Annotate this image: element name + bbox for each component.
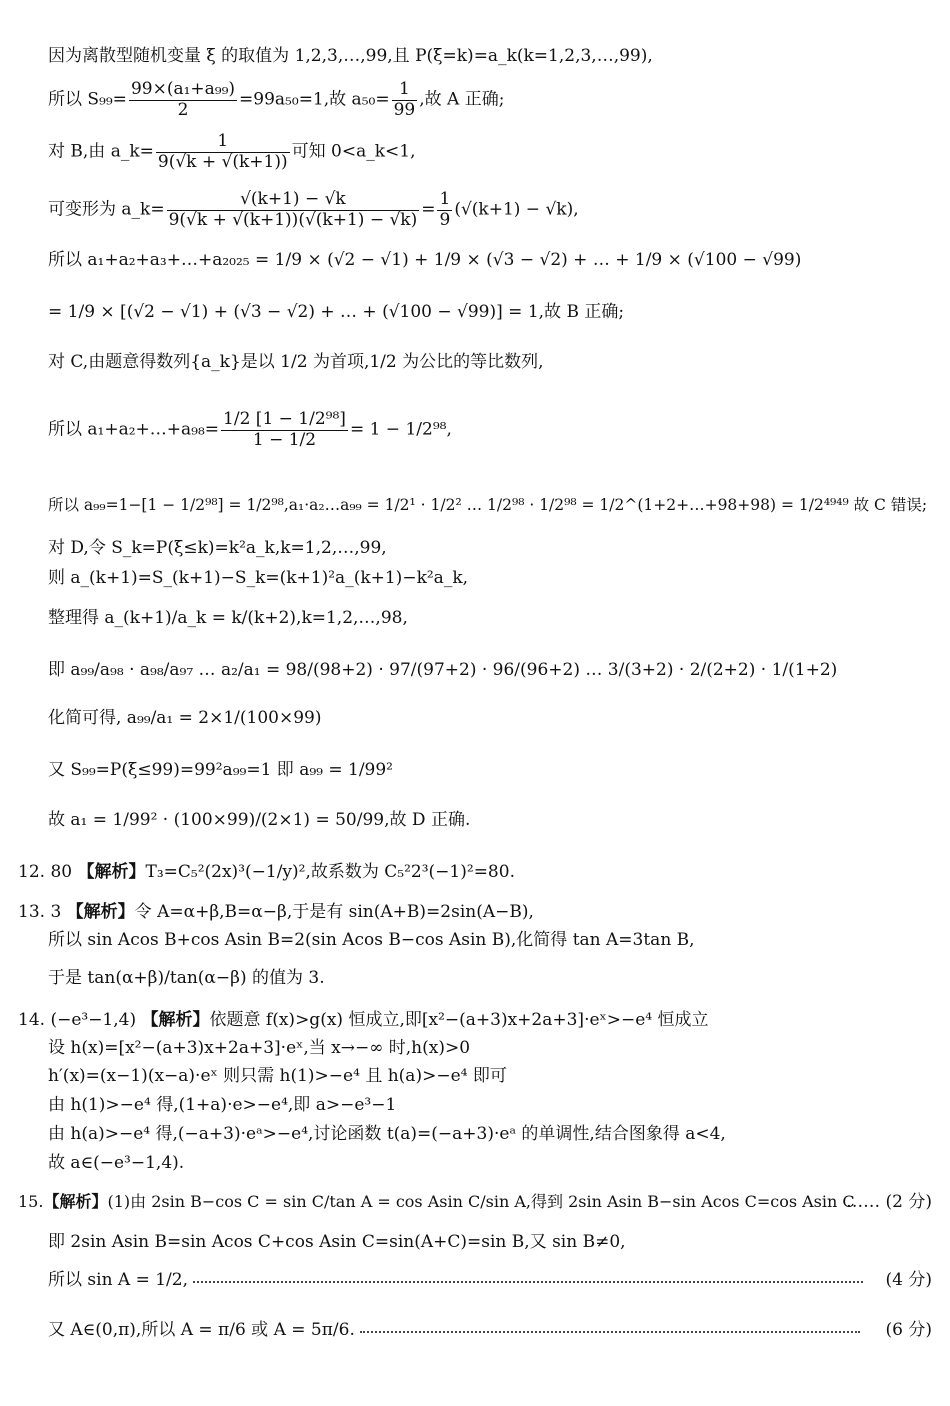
question-15-line-2: 即 2sin Asin B=sin Acos C+cos Asin C=sin(A+C)=sin B,又 sin B≠0, bbox=[48, 1232, 626, 1252]
score-4: (4 分) bbox=[885, 1270, 932, 1290]
analysis-tag: 【解析】 bbox=[66, 902, 135, 922]
analysis-tag: 【解析】 bbox=[43, 1192, 108, 1211]
solution-line-4 bbox=[48, 190, 579, 230]
line-8-suffix: = 1 − 1/2⁹⁸, bbox=[349, 419, 452, 440]
solution-line-6: = 1/9 × [(√2 − √1) + (√3 − √2) + … + (√100 − √99)] = 1,故 B 正确; bbox=[48, 302, 625, 322]
fraction-ninth bbox=[437, 190, 452, 230]
score-6: (6 分) bbox=[885, 1320, 932, 1340]
question-13-body: 令 A=α+β,B=α−β,于是有 sin(A+B)=2sin(A−B), bbox=[134, 902, 534, 922]
question-14-line-4: 由 h(1)>−e⁴ 得,(1+a)·e>−e⁴,即 a>−e³−1 bbox=[48, 1095, 397, 1115]
fraction-s99 bbox=[129, 80, 237, 120]
question-number: 12. 80 bbox=[18, 862, 73, 882]
solution-line-12: 整理得 a_(k+1)/a_k = k/(k+2),k=1,2,…,98, bbox=[48, 608, 408, 628]
fraction-numerator: 1 bbox=[392, 80, 418, 101]
solution-line-1: 因为离散型随机变量 ξ 的取值为 1,2,3,…,99,且 P(ξ=k)=a_k(k=1,2,3,…,99), bbox=[48, 46, 653, 66]
question-14-line-6: 故 a∈(−e³−1,4). bbox=[48, 1153, 185, 1173]
fraction-denominator: 2 bbox=[177, 99, 189, 120]
solution-line-3 bbox=[48, 132, 416, 172]
question-12-body: T₃=C₅²(2x)³(−1/y)²,故系数为 C₅²2³(−1)²=80. bbox=[145, 862, 515, 882]
question-14-line-3: h′(x)=(x−1)(x−a)·eˣ 则只需 h(1)>−e⁴ 且 h(a)>−e⁴ 即可 bbox=[48, 1066, 507, 1086]
solution-line-11: 则 a_(k+1)=S_(k+1)−S_k=(k+1)²a_(k+1)−k²a_k, bbox=[48, 568, 469, 588]
question-number: 15. bbox=[18, 1192, 44, 1211]
solution-line-14: 化简可得, a₉₉/a₁ = 2×1/(100×99) bbox=[48, 708, 322, 728]
question-15-line-3 bbox=[48, 1272, 863, 1289]
score-2: …… (2 分) bbox=[846, 1192, 932, 1212]
solution-line-15: 又 S₉₉=P(ξ≤99)=99²a₉₉=1 即 a₉₉ = 1/99² bbox=[48, 760, 393, 780]
line-3-prefix: 对 B,由 a_k= bbox=[48, 141, 154, 162]
line-4-equals: = bbox=[421, 199, 436, 220]
dot-leader bbox=[360, 1326, 860, 1336]
analysis-tag: 【解析】 bbox=[77, 862, 146, 882]
solution-line-16: 故 a₁ = 1/99² · (100×99)/(2×1) = 50/99,故 D 正确. bbox=[48, 810, 471, 830]
question-14-line-5: 由 h(a)>−e⁴ 得,(−a+3)·eᵃ>−e⁴,讨论函数 t(a)=(−a+3)·eᵃ 的单调性,结合图象得 a<4, bbox=[48, 1124, 726, 1144]
line-4-suffix: (√(k+1) − √k), bbox=[454, 199, 579, 220]
question-14-body: 依题意 f(x)>g(x) 恒成立,即[x²−(a+3)x+2a+3]·eˣ>−e⁴ 恒成立 bbox=[209, 1010, 709, 1030]
question-15-line-3-text: 所以 sin A = 1/2, bbox=[48, 1270, 189, 1290]
solution-line-8 bbox=[48, 410, 452, 450]
question-15-line-4 bbox=[48, 1322, 860, 1339]
line-4-prefix: 可变形为 a_k= bbox=[48, 199, 165, 220]
question-14 bbox=[18, 1012, 709, 1029]
solution-line-9: 所以 a₉₉=1−[1 − 1/2⁹⁸] = 1/2⁹⁸,a₁·a₂…a₉₉ = 1/2¹ · 1/2² … 1/2⁹⁸ · 1/2⁹⁸ = 1/2^(1+2+…+98+98) = 1/2⁴⁹⁴⁹ 故 C 错误; bbox=[48, 496, 928, 514]
solution-line-13: 即 a₉₉/a₉₈ · a₉₈/a₉₇ … a₂/a₁ = 98/(98+2) · 97/(97+2) · 96/(96+2) … 3/(3+2) · 2/(2+2) · 1/(1+2) bbox=[48, 660, 838, 680]
line-2-prefix: 所以 S₉₉= bbox=[48, 89, 127, 110]
question-number: 14. (−e³−1,4) bbox=[18, 1010, 137, 1030]
line-2-middle: =99a₅₀=1,故 a₅₀= bbox=[239, 89, 390, 110]
question-15-body: (1)由 2sin B−cos C = sin C/tan A = cos Asin C/sin A,得到 2sin Asin B−sin Acos C=cos Asin C bbox=[107, 1192, 855, 1211]
question-14-line-2: 设 h(x)=[x²−(a+3)x+2a+3]·eˣ,当 x→−∞ 时,h(x)>0 bbox=[48, 1038, 471, 1058]
fraction-denominator: 99 bbox=[393, 99, 416, 120]
question-12 bbox=[18, 864, 515, 881]
fraction-numerator: 99×(a₁+a₉₉) bbox=[130, 79, 236, 99]
question-13 bbox=[18, 904, 534, 921]
line-8-prefix: 所以 a₁+a₂+…+a₉₈= bbox=[48, 419, 220, 440]
question-number: 13. 3 bbox=[18, 902, 62, 922]
question-13-line-3: 于是 tan(α+β)/tan(α−β) 的值为 3. bbox=[48, 968, 325, 988]
question-13-line-2: 所以 sin Acos B+cos Asin B=2(sin Acos B−cos Asin B),化简得 tan A=3tan B, bbox=[48, 930, 695, 950]
question-15 bbox=[18, 1194, 855, 1210]
fraction-ak bbox=[156, 132, 290, 172]
solution-line-5: 所以 a₁+a₂+a₃+…+a₂₀₂₅ = 1/9 × (√2 − √1) + 1/9 × (√3 − √2) + … + 1/9 × (√100 − √99) bbox=[48, 250, 802, 270]
fraction-numerator: √(k+1) − √k bbox=[167, 190, 420, 211]
analysis-tag: 【解析】 bbox=[141, 1010, 210, 1030]
solution-line-7: 对 C,由题意得数列{a_k}是以 1/2 为首项,1/2 为公比的等比数列, bbox=[48, 352, 544, 372]
fraction-geometric-sum bbox=[221, 410, 348, 450]
fraction-rationalize bbox=[167, 190, 420, 230]
fraction-denominator: 9(√k + √(k+1)) bbox=[157, 151, 288, 172]
line-2-suffix: ,故 A 正确; bbox=[419, 89, 505, 110]
dot-leader bbox=[193, 1276, 863, 1286]
solution-line-2 bbox=[48, 80, 504, 120]
question-15-line-4-text: 又 A∈(0,π),所以 A = π/6 或 A = 5π/6. bbox=[48, 1320, 355, 1340]
fraction-numerator: 1 bbox=[156, 132, 290, 153]
solution-line-10: 对 D,令 S_k=P(ξ≤k)=k²a_k,k=1,2,…,99, bbox=[48, 538, 387, 558]
fraction-denominator: 9(√k + √(k+1))(√(k+1) − √k) bbox=[168, 209, 418, 230]
fraction-numerator: 1/2 [1 − 1/2⁹⁸] bbox=[223, 409, 346, 429]
fraction-a50 bbox=[392, 80, 418, 120]
fraction-denominator: 1 − 1/2 bbox=[252, 429, 317, 450]
line-3-suffix: 可知 0<a_k<1, bbox=[291, 141, 416, 162]
fraction-denominator: 9 bbox=[439, 209, 451, 230]
fraction-numerator: 1 bbox=[439, 189, 451, 209]
